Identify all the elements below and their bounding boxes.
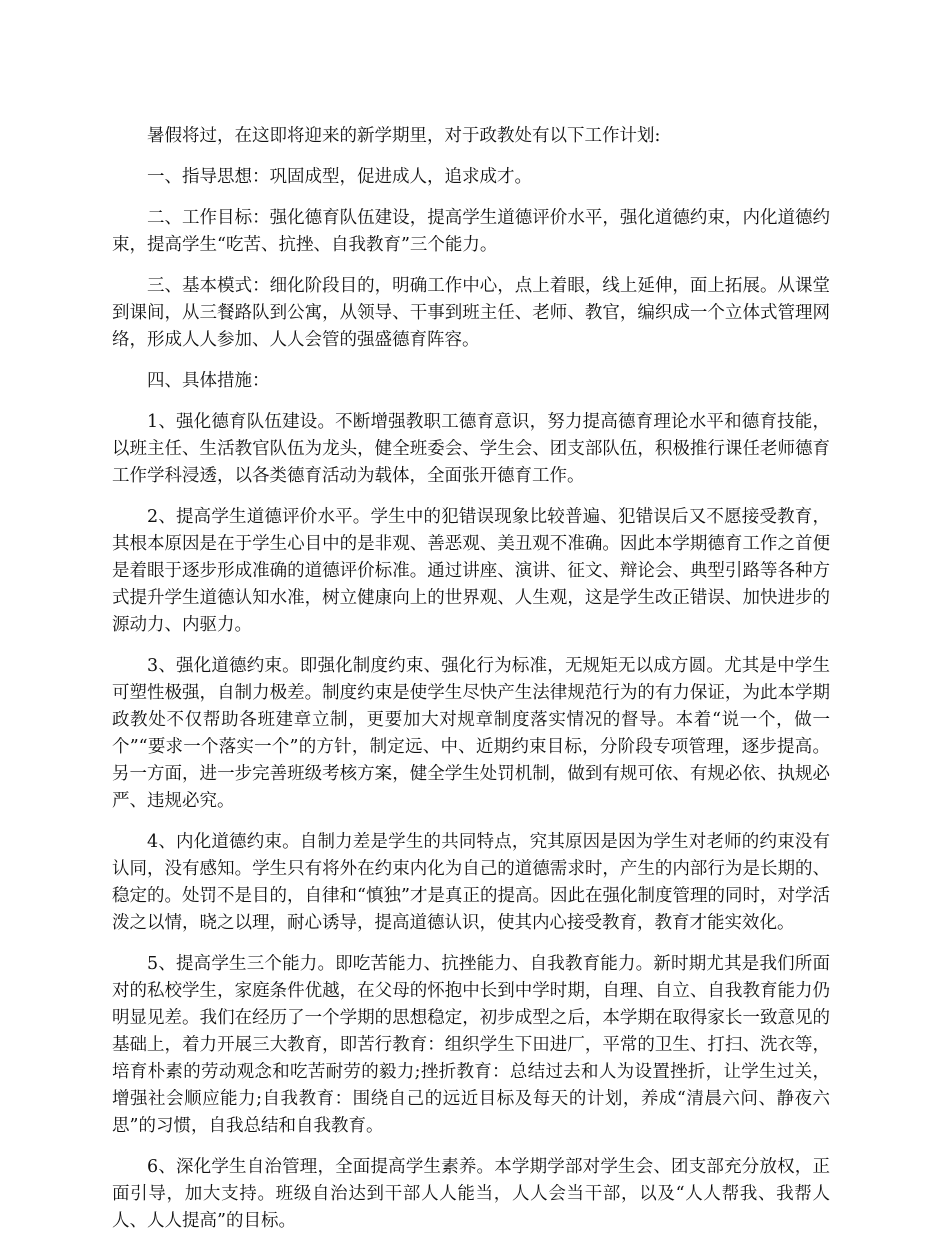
paragraph-measure-5: 5、提高学生三个能力。即吃苦能力、抗挫能力、自我教育能力。新时期尤其是我们所面对的私校学生，家庭条件优越，在父母的怀抱中长到中学时期，自理、自立、自我教育能力仍明显见差。我们在经历了一个学期的思想稳定，初步成型之后，本学期在取得家长一致意见的基础上，着力开展三大教育，即苦行教育：组织学生下田进厂，平常的卫生、打扫、洗衣等，培育朴素的劳动观念和吃苦耐劳的毅力;挫折教育：总结过去和人为设置挫折，让学生过关，增强社会顺应能力;自我教育：围绕自己的远近目标及每天的计划，养成“清晨六问、静夜六思”的习惯，自我总结和自我教育。 — [112, 954, 830, 1136]
paragraph-measure-6: 6、深化学生自治管理，全面提高学生素养。本学期学部对学生会、团支部充分放权，正面引导，加大支持。班级自治达到干部人人能当，人人会当干部，以及“人人帮我、我帮人人、人人提高”的目标。 — [112, 1157, 830, 1231]
paragraph-guiding-thought: 一、指导思想：巩固成型，促进成人，追求成才。 — [147, 167, 532, 187]
paragraph-work-goals: 二、工作目标：强化德育队伍建设，提高学生道德评价水平，强化道德约束，内化道德约束，提高学生“吃苦、抗挫、自我教育”三个能力。 — [112, 208, 830, 255]
paragraph-measure-3: 3、强化道德约束。即强化制度约束、强化行为标准，无规矩无以成方圆。尤其是中学生可塑性极强，自制力极差。制度约束是使学生尽快产生法律规范行为的有力保证，为此本学期政教处不仅帮助各班建章立制，更要加大对规章制度落实情况的督导。本着“说一个，做一个”“要求一个落实一个”的方针，制定远、中、近期约束目标，分阶段专项管理，逐步提高。另一方面，进一步完善班级考核方案，健全学生处罚机制，做到有规可依、有规必依、执规必严、违规必究。 — [112, 656, 830, 811]
paragraph-intro: 暑假将过，在这即将迎来的新学期里，对于政教处有以下工作计划: — [147, 126, 661, 146]
paragraph-basic-mode: 三、基本模式：细化阶段目的，明确工作中心，点上着眼，线上延伸，面上拓展。从课堂到课间，从三餐路队到公寓，从领导、干事到班主任、老师、教官，编织成一个立体式管理网络，形成人人参加、人人会管的强盛德育阵容。 — [112, 276, 830, 350]
paragraph-measure-2: 2、提高学生道德评价水平。学生中的犯错误现象比较普遍、犯错误后又不愿接受教育，其根本原因是在于学生心目中的是非观、善恶观、美丑观不准确。因此本学期德育工作之首便是着眼于逐步形成准确的道德评价标准。通过讲座、演讲、征文、辩论会、典型引路等各种方式提升学生道德认知水准，树立健康向上的世界观、人生观，这是学生改正错误、加快进步的源动力、内驱力。 — [112, 507, 830, 635]
paragraph-measure-4: 4、内化道德约束。自制力差是学生的共同特点，究其原因是因为学生对老师的约束没有认同，没有感知。学生只有将外在约束内化为自己的道德需求时，产生的内部行为是长期的、稳定的。处罚不是目的，自律和“慎独”才是真正的提高。因此在强化制度管理的同时，对学活泼之以情，晓之以理，耐心诱导，提高道德认识，使其内心接受教育，教育才能实效化。 — [112, 832, 830, 933]
paragraph-measure-1: 1、强化德育队伍建设。不断增强教职工德育意识，努力提高德育理论水平和德育技能，以班主任、生活教官队伍为龙头，健全班委会、学生会、团支部队伍，积极推行课任老师德育工作学科浸透，以各类德育活动为载体，全面张开德育工作。 — [112, 412, 830, 486]
paragraph-measures-heading: 四、具体措施： — [147, 371, 270, 391]
